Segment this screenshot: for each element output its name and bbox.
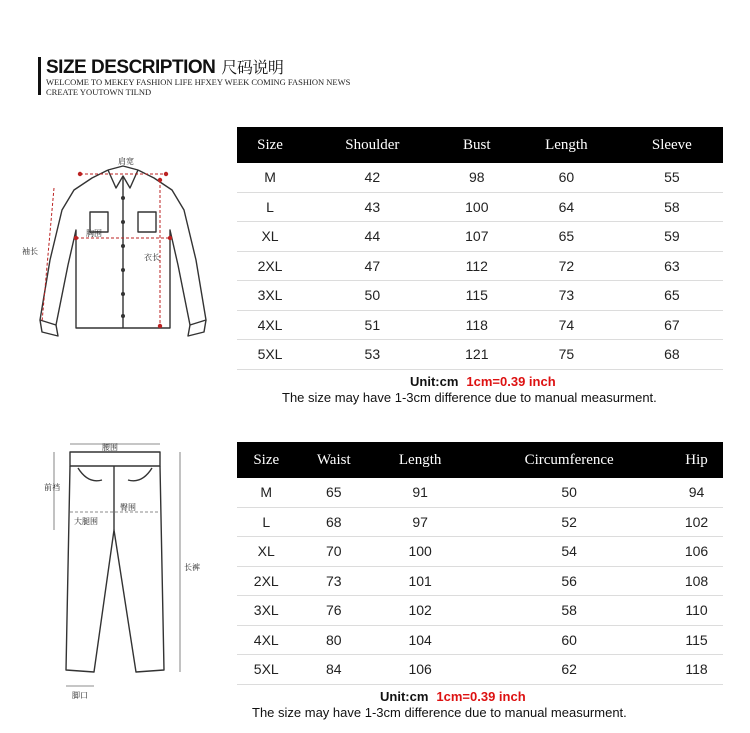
table-cell: 118: [670, 655, 723, 685]
table-cell: 4XL: [237, 625, 295, 655]
table-cell: 63: [621, 251, 723, 281]
header-accent-bar: [38, 57, 41, 95]
table-cell: 107: [442, 222, 512, 252]
table-cell: 70: [295, 537, 372, 567]
table-header-row: [237, 127, 723, 163]
table-row: [237, 222, 723, 252]
shirt-size-table: [237, 127, 723, 370]
table-row: [237, 251, 723, 281]
table-row: [237, 478, 723, 507]
table-cell: 5XL: [237, 655, 295, 685]
table-cell: 50: [468, 478, 670, 507]
label-shoulder: 肩宽: [118, 157, 134, 166]
table-cell: 72: [512, 251, 621, 281]
table-cell: 108: [670, 566, 723, 596]
table-row: [237, 507, 723, 537]
col-header: Waist: [295, 442, 372, 478]
table-cell: 3XL: [237, 596, 295, 626]
table-cell: 60: [468, 625, 670, 655]
table-row: [237, 192, 723, 222]
col-header: Length: [512, 127, 621, 163]
table-cell: 68: [621, 340, 723, 370]
table-cell: 106: [670, 537, 723, 567]
table-cell: L: [237, 507, 295, 537]
table-cell: 121: [442, 340, 512, 370]
table-row: [237, 537, 723, 567]
table-cell: 42: [303, 163, 442, 192]
table-cell: 2XL: [237, 251, 303, 281]
table-row: [237, 625, 723, 655]
table-cell: 84: [295, 655, 372, 685]
pants-size-note: The size may have 1-3cm difference due to manual measurment.: [252, 705, 627, 720]
table-cell: 43: [303, 192, 442, 222]
unit-label: Unit:cm: [380, 689, 429, 704]
pants-diagram: [30, 440, 200, 710]
table-row: [237, 340, 723, 370]
col-header: Sleeve: [621, 127, 723, 163]
table-cell: 64: [512, 192, 621, 222]
table-row: [237, 596, 723, 626]
table-cell: 100: [442, 192, 512, 222]
col-header: Hip: [670, 442, 723, 478]
label-hem: 脚口: [72, 691, 88, 700]
table-cell: 68: [295, 507, 372, 537]
table-cell: 51: [303, 310, 442, 340]
shirt-unit-line: [410, 373, 556, 391]
col-header: Shoulder: [303, 127, 442, 163]
col-header: Size: [237, 442, 295, 478]
col-header: Size: [237, 127, 303, 163]
table-cell: 65: [621, 281, 723, 311]
table-row: [237, 281, 723, 311]
label-hip: 臀围: [120, 503, 136, 512]
header-subtitle-1: WELCOME TO MEKEY FASHION LIFE HFXEY WEEK COMING FASHION NEWS: [46, 77, 351, 87]
table-cell: 94: [670, 478, 723, 507]
label-thigh: 大腿围: [74, 517, 98, 526]
table-cell: 50: [303, 281, 442, 311]
table-cell: 102: [372, 596, 468, 626]
label-sleeve: 袖长: [22, 247, 38, 256]
table-cell: M: [237, 163, 303, 192]
table-cell: 110: [670, 596, 723, 626]
table-cell: 73: [512, 281, 621, 311]
table-cell: 44: [303, 222, 442, 252]
table-cell: M: [237, 478, 295, 507]
table-cell: 115: [670, 625, 723, 655]
table-row: [237, 655, 723, 685]
table-cell: 97: [372, 507, 468, 537]
table-cell: 54: [468, 537, 670, 567]
table-cell: 104: [372, 625, 468, 655]
header-subtitle-2: CREATE YOUTOWN TILND: [46, 87, 152, 97]
table-cell: 5XL: [237, 340, 303, 370]
table-cell: 3XL: [237, 281, 303, 311]
table-cell: 4XL: [237, 310, 303, 340]
table-cell: L: [237, 192, 303, 222]
table-header-row: [237, 442, 723, 478]
table-cell: 91: [372, 478, 468, 507]
table-cell: 56: [468, 566, 670, 596]
table-row: [237, 310, 723, 340]
table-cell: 115: [442, 281, 512, 311]
label-waist: 腰围: [102, 443, 118, 452]
table-cell: 106: [372, 655, 468, 685]
table-row: [237, 566, 723, 596]
table-cell: 59: [621, 222, 723, 252]
table-cell: 2XL: [237, 566, 295, 596]
label-bust: 胸围: [86, 229, 102, 238]
page-title: SIZE DESCRIPTION 尺码说明: [46, 57, 284, 78]
table-cell: 101: [372, 566, 468, 596]
table-cell: 53: [303, 340, 442, 370]
table-cell: 47: [303, 251, 442, 281]
table-cell: XL: [237, 222, 303, 252]
table-cell: 62: [468, 655, 670, 685]
col-header: Length: [372, 442, 468, 478]
unit-conversion: 1cm=0.39 inch: [466, 374, 556, 389]
pants-unit-line: [380, 688, 526, 706]
table-cell: 118: [442, 310, 512, 340]
table-cell: 98: [442, 163, 512, 192]
label-rise: 前裆: [44, 483, 60, 492]
table-cell: 52: [468, 507, 670, 537]
table-cell: 102: [670, 507, 723, 537]
table-cell: 74: [512, 310, 621, 340]
table-cell: 112: [442, 251, 512, 281]
table-cell: 60: [512, 163, 621, 192]
table-cell: 73: [295, 566, 372, 596]
table-cell: 67: [621, 310, 723, 340]
pants-size-table: [237, 442, 723, 685]
label-length: 长裤: [184, 563, 200, 572]
table-cell: 65: [295, 478, 372, 507]
table-cell: 100: [372, 537, 468, 567]
table-cell: 76: [295, 596, 372, 626]
shirt-size-note: The size may have 1-3cm difference due to manual measurment.: [282, 390, 657, 405]
table-cell: 80: [295, 625, 372, 655]
col-header: Circumference: [468, 442, 670, 478]
col-header: Bust: [442, 127, 512, 163]
table-row: [237, 163, 723, 192]
table-cell: XL: [237, 537, 295, 567]
table-cell: 75: [512, 340, 621, 370]
shirt-diagram: [20, 150, 220, 350]
table-cell: 58: [621, 192, 723, 222]
unit-label: Unit:cm: [410, 374, 459, 389]
table-cell: 58: [468, 596, 670, 626]
unit-conversion: 1cm=0.39 inch: [436, 689, 526, 704]
table-cell: 65: [512, 222, 621, 252]
table-cell: 55: [621, 163, 723, 192]
label-length: 衣长: [144, 253, 160, 262]
